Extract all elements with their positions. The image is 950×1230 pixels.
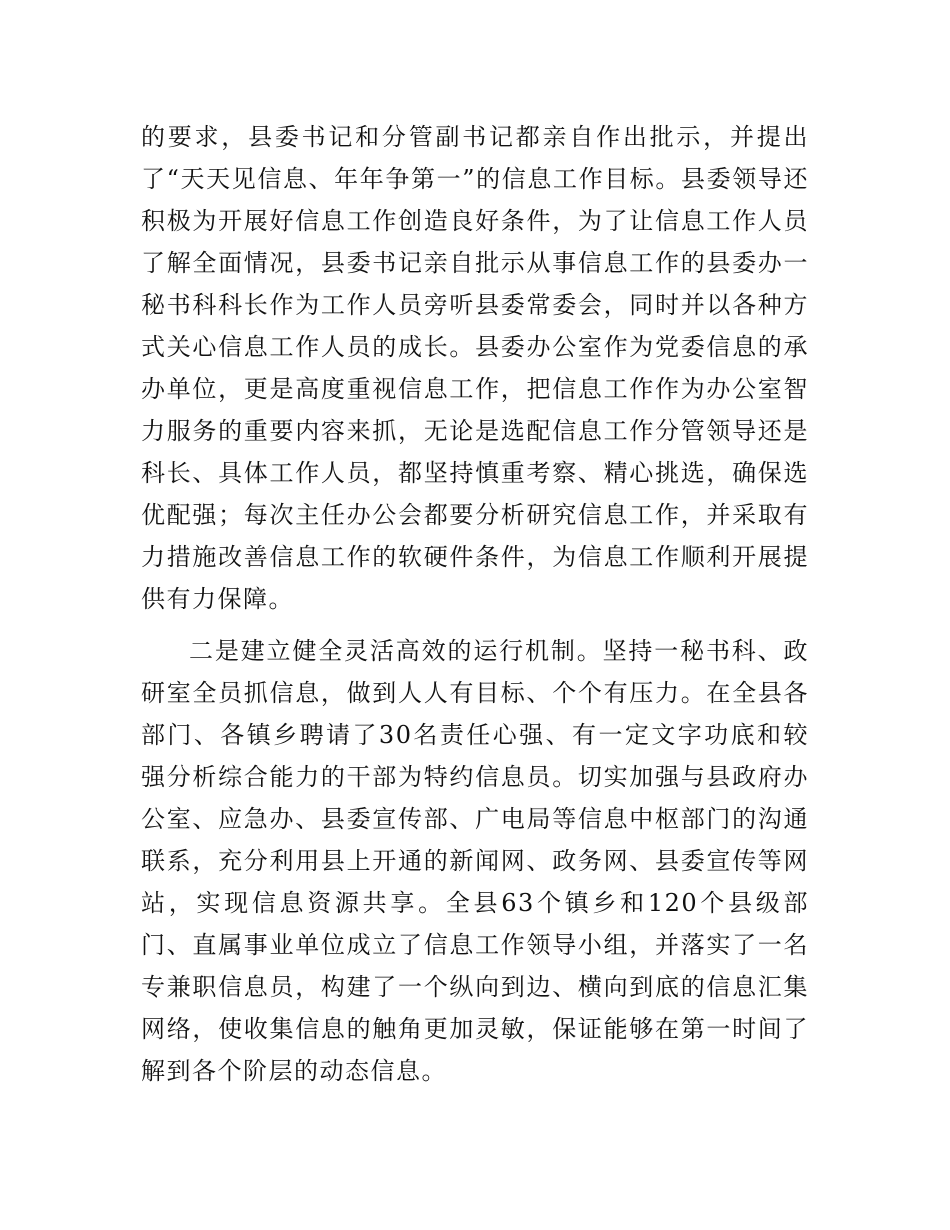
paragraph-operating-mechanism: 二是建立健全灵活高效的运行机制。坚持一秘书科、政研室全员抓信息，做到人人有目标、个个有压力。在全县各部门、各镇乡聘请了30名责任心强、有一定文字功底和较强分析综合能力的干部为特约信息员。切实加强与县政府办公室、应急办、县委宣传部、广电局等信息中枢部门的沟通联系，充分利用县上开通的新闻网、政务网、县委宣传等网站，实现信息资源共享。全县63个镇乡和120个县级部门、直属事业单位成立了信息工作领导小组，并落实了一名专兼职信息员，构建了一个纵向到边、横向到底的信息汇集网络，使收集信息的触角更加灵敏，保证能够在第一时间了解到各个阶层的动态信息。	[141, 637, 809, 1085]
paragraph-continuation: 的要求，县委书记和分管副书记都亲自作出批示，并提出了“天天见信息、年年争第一”的信息工作目标。县委领导还积极为开展好信息工作创造良好条件，为了让信息工作人员了解全面情况，县委书记亲自批示从事信息工作的县委办一秘书科科长作为工作人员旁听县委常委会，同时并以各种方式关心信息工作人员的成长。县委办公室作为党委信息的承办单位，更是高度重视信息工作，把信息工作作为办公室智力服务的重要内容来抓，无论是选配信息工作分管领导还是科长、具体工作人员，都坚持慎重考察、精心挑选，确保选优配强；每次主任办公会都要分析研究信息工作，并采取有力措施改善信息工作的软硬件条件，为信息工作顺利开展提供有力保障。	[141, 123, 809, 613]
document-body	[141, 116, 809, 1092]
